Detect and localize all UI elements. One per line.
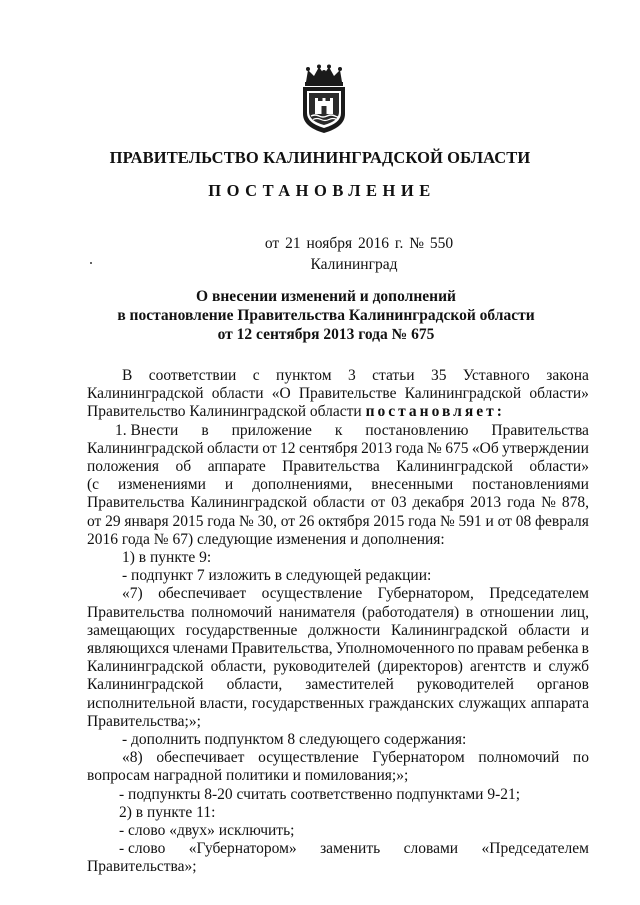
- body-word: 3: [347, 367, 356, 384]
- body-word: Калининградской: [87, 439, 204, 457]
- body-line: [87, 440, 589, 458]
- body-line: [87, 494, 589, 512]
- body-word: Правительства,: [231, 640, 333, 658]
- body-word: осуществление: [261, 585, 363, 603]
- body-word: февраля: [534, 512, 589, 530]
- body-word: Правительства: [282, 458, 380, 476]
- body-word: от: [87, 512, 102, 530]
- body-word: заменить: [320, 840, 381, 858]
- body-word: 878,: [561, 494, 589, 512]
- body-word: и: [533, 658, 542, 676]
- body-word: руководителей: [273, 658, 371, 676]
- body-word: изменениями: [118, 476, 206, 494]
- body-word: положения: [87, 458, 160, 476]
- body-word: аппарата: [530, 694, 589, 712]
- body-word: Губернатором: [372, 749, 465, 767]
- body-word: 12: [280, 439, 296, 457]
- body-word: «Председателем: [481, 840, 589, 858]
- body-line: - подпункт 7 изложить в следующей редакции:: [122, 567, 432, 585]
- body-word: служащих: [458, 694, 527, 712]
- body-word: от: [497, 512, 512, 530]
- body-word: Калининградской: [87, 676, 204, 694]
- body-word: области: [207, 439, 259, 457]
- body-word: №: [239, 512, 254, 530]
- body-word: лиц,: [560, 603, 589, 621]
- body-word: служб: [548, 658, 589, 676]
- body-word: Калининградской: [190, 494, 308, 512]
- body-word: 2013: [361, 439, 393, 457]
- body-word: обеспечивает: [156, 749, 245, 767]
- body-word: от: [370, 494, 386, 512]
- body-line: [87, 604, 589, 622]
- body-word: исполнительной: [87, 694, 196, 712]
- body-word: области»: [529, 385, 589, 403]
- body-word: Калининградской: [87, 658, 204, 676]
- body-word: Правительства: [87, 603, 185, 621]
- body-word: 2015: [172, 512, 204, 530]
- body-word: 2013: [470, 494, 502, 512]
- body-word: области,: [226, 676, 283, 694]
- body-word: области,: [210, 658, 267, 676]
- coat-of-arms-emblem: [298, 64, 350, 134]
- body-word: гражданских: [368, 694, 455, 712]
- body-word: замещающих: [87, 621, 176, 639]
- body-word: Калининградской: [390, 621, 508, 639]
- body-line: [87, 640, 589, 658]
- subject-line: О внесении изменений и дополнений: [196, 288, 456, 305]
- body-word: 591: [458, 512, 482, 530]
- body-word: 30,: [257, 512, 277, 530]
- body-word: агентств: [469, 658, 527, 676]
- body-word: статьи: [372, 367, 415, 384]
- body-word: словами: [403, 840, 459, 858]
- body-word: от: [280, 512, 296, 530]
- body-line: Правительства»;: [87, 858, 197, 876]
- body-word: по: [572, 749, 589, 767]
- document-body: [87, 367, 589, 877]
- body-word: области: [518, 621, 571, 639]
- body-line: [87, 676, 589, 694]
- body-line: 1) в пункте 9:: [122, 549, 212, 567]
- stray-dot: [90, 262, 92, 264]
- body-word: по: [457, 640, 474, 658]
- document-date-number: от 21 ноября 2016 г. № 550: [264, 235, 454, 252]
- body-word: года: [207, 512, 236, 530]
- body-word: внесенными: [371, 476, 454, 494]
- body-word: и: [485, 512, 494, 530]
- body-word: области: [313, 494, 365, 512]
- body-word: с: [252, 367, 260, 384]
- body-line: [87, 585, 589, 603]
- body-word: приложение: [231, 421, 312, 439]
- body-word: должности: [308, 621, 381, 639]
- body-word: заместителей: [305, 676, 394, 694]
- body-word: 29: [105, 512, 121, 530]
- body-word: года: [507, 494, 536, 512]
- body-word: постановлениями: [472, 476, 589, 494]
- body-line: [87, 622, 589, 640]
- body-word: (директоров): [377, 658, 463, 676]
- body-word: - слово: [119, 840, 166, 858]
- body-word: Губернатором,: [377, 585, 474, 603]
- body-word: декабря: [412, 494, 465, 512]
- body-line: вопросам наградной политики и помилования;»;: [87, 767, 409, 785]
- body-line: - слово «двух» исключить;: [119, 822, 295, 840]
- body-word: об: [175, 458, 192, 476]
- body-word: руководителей: [416, 676, 514, 694]
- body-word: Председателем: [489, 585, 589, 603]
- body-word: «О: [271, 385, 291, 403]
- body-word: в: [201, 421, 209, 439]
- body-line: [87, 749, 589, 767]
- body-line: [87, 513, 589, 531]
- body-word: Калининградской: [404, 385, 522, 403]
- body-word: отношении: [479, 603, 555, 621]
- body-word: «7): [122, 585, 143, 603]
- body-word: «Об: [471, 439, 499, 457]
- body-word: обеспечивает: [158, 585, 247, 603]
- body-word: 2015: [373, 512, 405, 530]
- body-word: года: [395, 439, 424, 457]
- document-type: ПОСТАНОВЛЕНИЕ: [208, 181, 436, 200]
- body-word: государственных: [251, 694, 365, 712]
- body-word: Правительства: [87, 494, 185, 512]
- body-line: [87, 385, 589, 403]
- body-word: осуществление: [258, 749, 359, 767]
- body-line: Правительства;»;: [87, 712, 201, 730]
- body-word: Уполномоченного: [335, 640, 455, 658]
- body-word: Уставного: [462, 367, 530, 384]
- body-line: [87, 476, 589, 494]
- body-word: полномочий: [478, 749, 560, 767]
- body-word: Правительстве: [298, 385, 397, 403]
- body-word: января: [124, 512, 169, 530]
- government-title: ПРАВИТЕЛЬСТВО КАЛИНИНГРАДСКОЙ ОБЛАСТИ: [109, 148, 531, 167]
- body-word: пунктом: [276, 367, 332, 384]
- body-word: (работодателя): [362, 603, 460, 621]
- body-word: №: [439, 512, 455, 530]
- decree-keyword: постановляет:: [365, 403, 505, 421]
- body-line: [87, 458, 589, 476]
- document-subject: [0, 287, 640, 344]
- body-word: аппарате: [207, 458, 266, 476]
- body-word: 1. Внести: [115, 421, 179, 439]
- body-word: соответствии: [148, 367, 237, 384]
- body-word: Калининградской: [396, 458, 513, 476]
- body-word: 35: [430, 367, 447, 384]
- body-word: членами: [172, 640, 229, 658]
- document-city: Калининград: [310, 256, 398, 273]
- body-word: (с: [87, 476, 100, 494]
- body-word: №: [426, 439, 442, 457]
- body-word: 26: [298, 512, 315, 530]
- body-word: постановлению: [365, 421, 469, 439]
- body-word: закона: [546, 367, 589, 384]
- body-line: [87, 422, 589, 440]
- body-word: нанимателя: [278, 603, 356, 621]
- body-word: власти,: [199, 694, 248, 712]
- body-word: утверждении: [502, 439, 589, 457]
- body-word: от: [262, 439, 277, 457]
- body-word: Калининградской: [87, 385, 204, 403]
- body-word: 03: [391, 494, 407, 512]
- body-word: области: [211, 385, 264, 403]
- body-word: 08: [515, 512, 532, 530]
- body-word: полномочий: [191, 603, 273, 621]
- body-word: к: [334, 421, 343, 439]
- body-word: в: [581, 640, 589, 658]
- body-word: №: [541, 494, 556, 512]
- body-line: [87, 403, 589, 421]
- body-word: являющихся: [87, 640, 170, 658]
- body-line: - дополнить подпунктом 8 следующего содержания:: [122, 731, 467, 749]
- body-word: «8): [122, 749, 143, 767]
- body-word: органов: [536, 676, 589, 694]
- body-line: 2016 года № 67) следующие изменения и дополнения:: [87, 530, 445, 548]
- body-word: дополнениями,: [252, 476, 353, 494]
- body-word: сентября: [298, 439, 358, 457]
- body-word: в: [465, 603, 474, 621]
- body-word: ребенка: [526, 640, 579, 658]
- body-line: 2) в пункте 11:: [119, 803, 216, 821]
- subject-line: в постановление Правительства Калининградской области: [117, 307, 535, 324]
- body-word: октября: [318, 512, 370, 530]
- body-word: года: [408, 512, 437, 530]
- body-word: государственные: [185, 621, 298, 639]
- body-word: 675: [445, 439, 469, 457]
- body-word: Правительства: [491, 421, 589, 439]
- body-word: и: [224, 476, 234, 494]
- body-line: [87, 840, 589, 858]
- subject-line: от 12 сентября 2013 года № 675: [217, 326, 435, 343]
- body-word: правам: [476, 640, 524, 658]
- body-word: и: [580, 621, 589, 639]
- body-line: [87, 367, 589, 385]
- body-word: «Губернатором»: [188, 840, 297, 858]
- body-text-fragment: Правительство Калининградской области: [87, 403, 366, 421]
- body-line: [87, 695, 589, 713]
- body-line: [87, 658, 589, 676]
- body-word: области»: [529, 458, 589, 476]
- body-line: - подпункты 8-20 считать соответственно подпунктами 9-21;: [119, 785, 521, 803]
- body-word: В: [122, 367, 133, 384]
